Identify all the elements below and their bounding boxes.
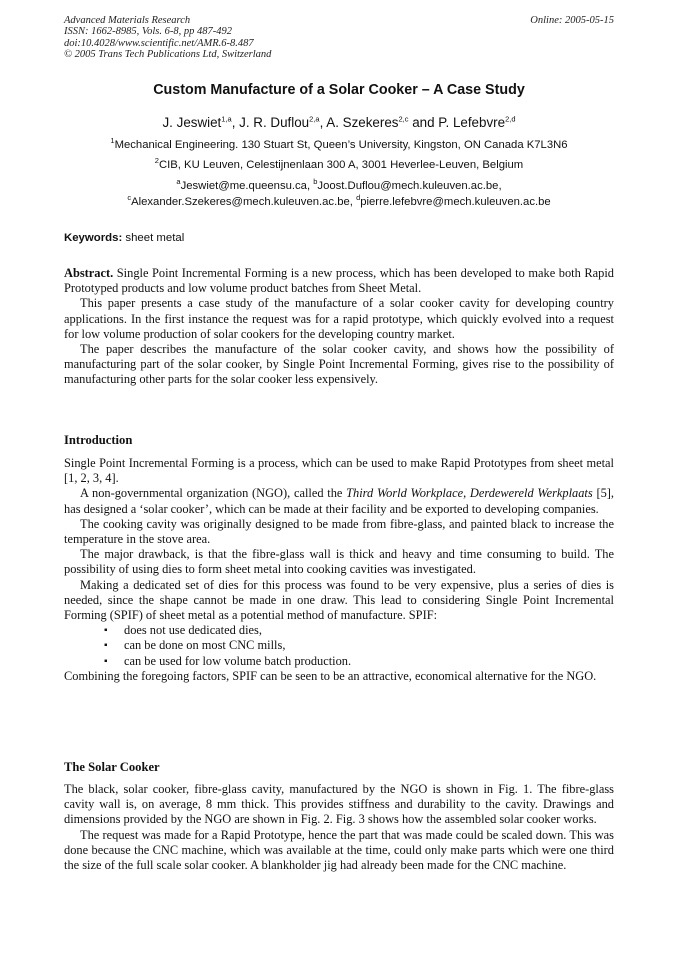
author-name: A. Szekeres <box>326 115 399 130</box>
affiliation-2 <box>0 156 678 171</box>
email-lefebvre[interactable]: pierre.lefebvre@mech.kuleuven.ac.be <box>360 196 551 208</box>
journal-issn: ISSN: 1662-8985, Vols. 6-8, pp 487-492 <box>64 26 232 38</box>
affiliation-sup: 1 <box>110 136 115 146</box>
keywords-text: sheet metal <box>122 232 185 244</box>
author-name: J. R. Duflou <box>239 115 310 130</box>
affiliation-sup: 2 <box>154 156 159 166</box>
journal-doi[interactable]: doi:10.4028/www.scientific.net/AMR.6-8.487 <box>64 37 254 49</box>
affiliation-1 <box>0 136 678 151</box>
email-sup: b <box>313 177 318 187</box>
email-sup: a <box>176 177 181 187</box>
solar-paragraph: The black, solar cooker, fibre-glass cavity, manufactured by the NGO is shown in Fig. 1. The fibre-glass cavity wall is, on average, 8 mm thick. This provides stiffness and durability to the cavity. Drawings and dimensions provided by the NGO are shown in Fig. 2. Fig. 3 shows how the assembled solar cooker works. <box>64 782 614 827</box>
author-sep: and <box>408 115 439 130</box>
keywords-label: Keywords: <box>64 232 123 244</box>
journal-info <box>64 15 424 60</box>
introduction-body <box>64 456 614 684</box>
intro-text: A non-governmental organization (NGO), called the <box>80 486 347 501</box>
paper-title: Custom Manufacture of a Solar Cooker – A Case Study <box>153 82 525 98</box>
online-date: Online: 2005-05-15 <box>530 15 614 26</box>
email-duflou[interactable]: Joost.Duflou@mech.kuleuven.ac.be, <box>317 180 502 192</box>
email-line-2 <box>0 193 678 208</box>
intro-paragraph: Single Point Incremental Forming is a process, which can be used to make Rapid Prototypes from sheet metal [1, 2, 3, 4]. <box>64 456 614 486</box>
list-item: ▪ does not use dedicated dies, <box>104 623 614 638</box>
affiliation-text: CIB, KU Leuven, Celestijnenlaan 300 A, 3001 Heverlee-Leuven, Belgium <box>158 159 524 171</box>
author-sup: 2,c <box>398 114 409 124</box>
ngo-name: Third World Workplace, Derdewereld Werkplaats <box>346 486 593 501</box>
keywords <box>64 232 184 244</box>
intro-paragraph: Making a dedicated set of dies for this process was found to be very expensive, plus a series of dies is needed, since the shape cannot be made in one draw. This lead to considering Single Point Incremental Forming (SPIF) of sheet metal as a potential method of manufacture. SPIF: <box>64 577 614 623</box>
author-sep: , <box>319 115 327 130</box>
email-jeswiet[interactable]: Jeswiet@me.queensu.ca, <box>180 180 314 192</box>
author-sep: , <box>231 115 240 130</box>
intro-paragraph <box>64 486 614 516</box>
list-item: ▪ can be done on most CNC mills, <box>104 638 614 653</box>
list-item: ▪ can be used for low volume batch production. <box>104 654 614 669</box>
author-sup: 2,a <box>309 114 320 124</box>
abstract-text: Single Point Incremental Forming is a new process, which has been developed to make both Rapid Prototyped products and low volume product batches from Sheet Metal. <box>64 266 614 296</box>
intro-paragraph: Combining the foregoing factors, SPIF can be seen to be an attractive, economical alternative for the NGO. <box>64 668 597 683</box>
intro-paragraph: The major drawback, is that the fibre-glass wall is thick and heavy and time consuming to build. The possibility of using dies to form sheet metal into cooking cavities was investigated. <box>64 547 614 577</box>
author-list <box>0 115 678 130</box>
section-heading-introduction: Introduction <box>64 433 133 447</box>
email-sup: d <box>356 193 361 203</box>
abstract-label: Abstract. <box>64 266 114 280</box>
author-name: J. Jeswiet <box>162 115 222 130</box>
section-heading-solar-cooker: The Solar Cooker <box>64 760 160 774</box>
email-sup: c <box>127 193 132 203</box>
author-sup: 1,a <box>221 114 232 124</box>
journal-copyright: © 2005 Trans Tech Publications Ltd, Switzerland <box>64 48 272 60</box>
intro-paragraph: The cooking cavity was originally designed to be made from fibre-glass, and painted black to increase the temperature in the stove area. <box>64 516 614 547</box>
abstract-paragraph <box>64 266 614 296</box>
journal-name: Advanced Materials Research <box>64 15 191 26</box>
intro-text: [5], has designed a ‘solar cooker’, which can be made at their facility and be exported to developing companies. <box>64 486 614 516</box>
email-szekeres[interactable]: Alexander.Szekeres@mech.kuleuven.ac.be, <box>131 196 357 208</box>
abstract <box>64 266 614 388</box>
author-sup: 2,d <box>505 114 516 124</box>
abstract-paragraph: This paper presents a case study of the manufacture of a solar cooker cavity for developing country applications. In the first instance the request was for a rapid prototype, which quickly evolved into a request for low volume production of solar cookers for the developing country market. <box>64 296 614 341</box>
abstract-paragraph: The paper describes the manufacture of the solar cooker cavity, and shows how the possibility of manufacturing part of the solar cooker, by Single Point Incremental Forming, gives rise to the possibility of manufacturing other parts for the solar cooker less expensively. <box>64 342 614 387</box>
affiliation-text: Mechanical Engineering. 130 Stuart St, Queen’s University, Kingston, ON Canada K7L3N6 <box>114 139 568 151</box>
solar-cooker-body <box>64 782 614 873</box>
email-line-1 <box>0 177 678 192</box>
spif-bullet-list <box>64 623 614 669</box>
author-name: P. Lefebvre <box>438 115 506 130</box>
solar-paragraph: The request was made for a Rapid Prototype, hence the part that was made could be scaled down. This was done because the CNC machine, which was available at the time, could only make parts which were one third the size of the full scale solar cooker. A blankholder jig had already been made for the CNC machine. <box>64 827 614 873</box>
